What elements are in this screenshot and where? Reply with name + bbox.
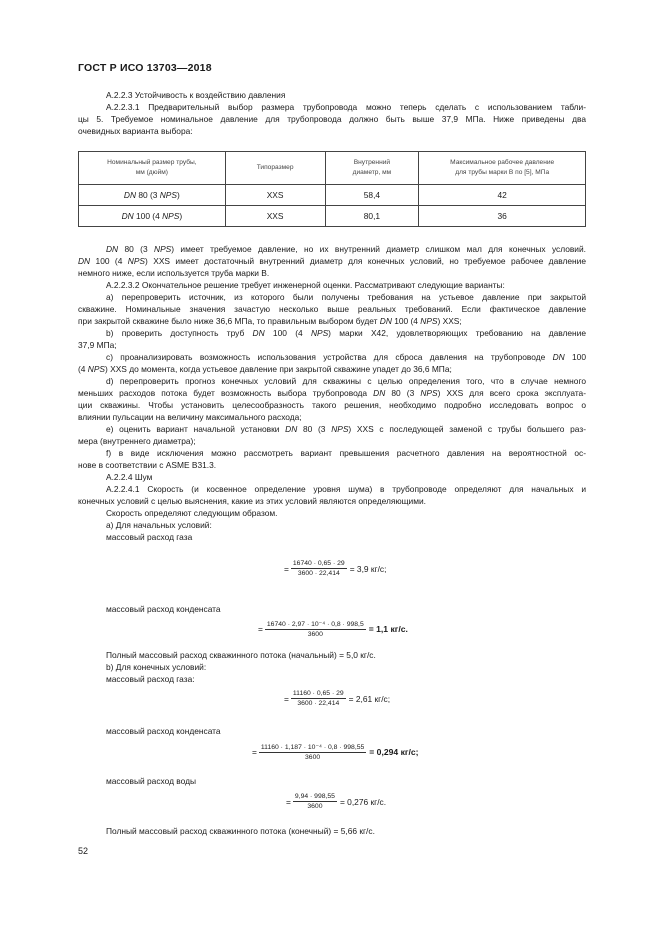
formula-gas-final: = $\frac{11160 \cdot 0,65 \cdot 29}{3600 \cdot 22,414}$ = 2,61 кг/с; — [284, 690, 391, 707]
paragraph-line: конечных условий с целью выяснения, какие из этих условий являются определяющими. — [78, 496, 426, 506]
table-cell: 58,4 — [325, 185, 419, 206]
document-header: ГОСТ Р ИСО 13703—2018 — [78, 62, 212, 74]
paragraph-line: массовый расход конденсата — [106, 726, 221, 736]
paragraph-line: DN 80 (3 NPS) имеет требуемое давление, но их внутренний диаметр слишком мал для конечных условий. — [106, 244, 586, 254]
paragraph-line: массовый расход газа: — [106, 674, 195, 684]
paragraph-line: f) в виде исключения можно рассмотреть вариант превышения расчетного давления на вероятностной ос- — [106, 448, 586, 458]
table-cell: 80,1 — [325, 206, 419, 227]
paragraph-line: цы 5. Требуемое номинальное давление для трубопровода должно быть выше 37,9 МПа. Ниже приведены два — [78, 114, 586, 124]
pipe-selection-table — [78, 151, 586, 227]
paragraph-line: е) оценить вариант начальной установки DN 80 (3 NPS) XXS с последующей заменой с трубы большего раз- — [106, 424, 586, 434]
paragraph-line: Скорость определяют следующим образом. — [106, 508, 278, 518]
table-cell: XXS — [225, 206, 325, 227]
table-cell: 36 — [419, 206, 586, 227]
formula-condensate-final: = $\frac{\text{11160 · 1,187 · 10⁻⁴ · 0,8 · 998,55}}{3600}$ = 0,294 кг/с; — [252, 744, 419, 761]
table-cell: DN 100 (4 NPS) — [79, 206, 226, 227]
table-cell: DN 80 (3 NPS) — [79, 185, 226, 206]
paragraph-line: b) Для конечных условий: — [106, 662, 207, 672]
paragraph-line: А.2.2.4.1 Скорость (и косвенное определение уровня шума) в трубопроводе определяют для начальных и — [106, 484, 586, 494]
paragraph-line: А.2.2.3.1 Предварительный выбор размера трубопровода можно теперь сделать с использованием табли- — [106, 102, 586, 112]
paragraph-line: массовый расход воды — [106, 776, 197, 786]
section-heading: А.2.2.4 Шум — [106, 472, 153, 482]
paragraph-line: массовый расход газа — [106, 532, 193, 542]
paragraph-line: а) Для начальных условий: — [106, 520, 212, 530]
paragraph-line: меньших расходов потока будет возможность выбора трубопровода DN 80 (3 NPS) XXS для всего срока эксплуата- — [78, 388, 587, 398]
table-header-cell: Внутренний диаметр, мм — [325, 152, 419, 185]
paragraph-line: очевидных варианта выбора: — [78, 126, 193, 136]
paragraph-line: d) перепроверить прогноз конечных условий для скважины с целью определения того, что в случае немного — [106, 376, 586, 386]
formula-condensate-initial: = $\frac{\text{16740 · 2,97 · 10⁻⁴ · 0,8 · 998,5}}{3600}$ = 1,1 кг/с. — [258, 621, 408, 638]
paragraph-line: Полный массовый расход скважинного потока (конечный) = 5,66 кг/с. — [106, 826, 375, 836]
paragraph-line: (4 NPS) XXS до момента, когда устьевое давление при закрытой скважине упадет до 36,6 МПа; — [78, 364, 452, 374]
paragraph-line: массовый расход конденсата — [106, 604, 221, 614]
table-header-row — [79, 152, 586, 185]
table-cell: XXS — [225, 185, 325, 206]
table-cell: 42 — [419, 185, 586, 206]
table-header-cell: Номинальный размер трубы, мм (дюйм) — [79, 152, 226, 185]
table-row — [79, 206, 586, 227]
paragraph-line: при закрытой скважине было ниже 36,6 МПа, то правильным выбором будет DN 100 (4 NPS) XXS; — [78, 316, 462, 326]
table-row — [79, 185, 586, 206]
paragraph-line: А.2.2.3.2 Окончательное решение требует инженерной оценки. Рассматривают следующие варианты: — [106, 280, 505, 290]
formula-gas-initial: = $\frac{16740 \cdot 0,65 \cdot 29}{3600 \cdot 22,414}$ = 3,9 кг/с; — [284, 560, 387, 577]
paragraph-line: DN 100 (4 NPS) XXS имеет достаточный внутренний диаметр для конечных условий, но требуемое рабочее давление — [78, 256, 586, 266]
paragraph-line: немного ниже, если используется труба марки В. — [78, 268, 270, 278]
paragraph-line: Полный массовый расход скважинного потока (начальный) = 5,0 кг/с. — [106, 650, 376, 660]
section-heading: А.2.2.3 Устойчивость к воздействию давления — [106, 90, 286, 100]
table-header-cell: Максимальное рабочее давление для трубы марки В по [5], МПа — [419, 152, 586, 185]
paragraph-line: влиянии пульсации на величину максимального расхода; — [78, 412, 302, 422]
table-header-cell: Типоразмер — [225, 152, 325, 185]
paragraph-line: ции скважины. Чтобы установить целесообразность такого решения, необходимо подробно исследовать вопрос о — [78, 400, 586, 410]
paragraph-line: b) проверить доступность труб DN 100 (4 NPS) марки Х42, удовлетворяющих требованию на давление — [106, 328, 586, 338]
paragraph-line: нове в соответствии с ASME B31.3. — [78, 460, 217, 470]
formula-water-final: = $\frac{9,94 \cdot 998,55}{3600}$ = 0,276 кг/с. — [286, 793, 387, 810]
page-number: 52 — [78, 846, 89, 856]
paragraph-line: а) перепроверить источник, из которого были получены требования на устьевое давление при закрытой — [106, 292, 586, 302]
paragraph-line: 37,9 МПа; — [78, 340, 117, 350]
paragraph-line: скважине. Номинальные значения зачастую несколько выше реальных требований. Если фактическое давление — [78, 304, 586, 314]
paragraph-line: мера (внутреннего диаметра); — [78, 436, 196, 446]
paragraph-line: с) проанализировать возможность использования устройства для сброса давления на трубопроводе DN 100 — [106, 352, 586, 362]
